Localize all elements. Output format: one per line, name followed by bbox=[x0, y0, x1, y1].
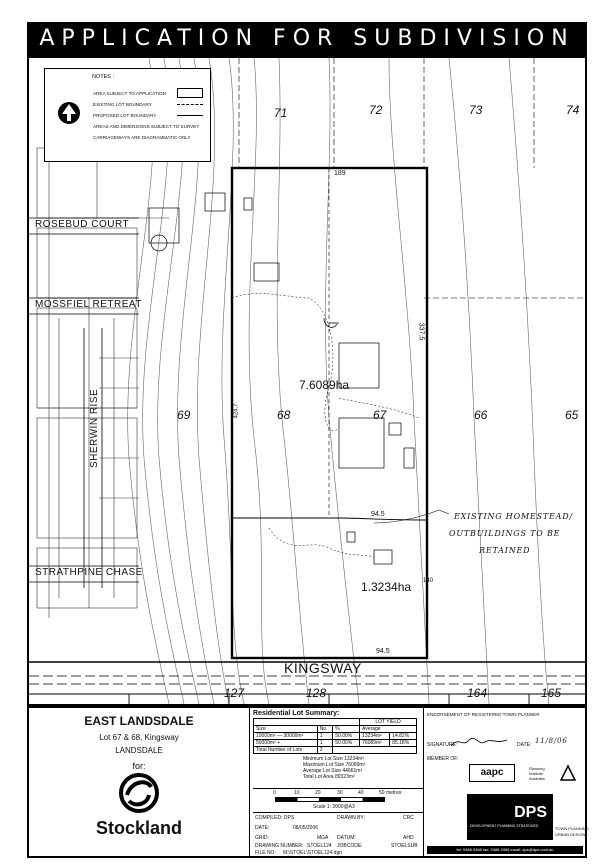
table-cell: 2 bbox=[317, 747, 333, 754]
info-datum-value: AHD bbox=[403, 835, 414, 841]
pia-logo-icon bbox=[559, 764, 577, 782]
lot-number: 164 bbox=[467, 686, 488, 700]
project-panel bbox=[29, 708, 250, 856]
endorsement-panel bbox=[427, 712, 589, 852]
info-drawn-label: DRAWN BY: bbox=[337, 815, 365, 821]
street-kingsway: KINGSWAY bbox=[284, 660, 362, 676]
legend-item: AREAS AND DIMENSIONS SUBJECT TO SURVEY bbox=[93, 124, 200, 129]
info-date-value: 08/05/2006 bbox=[293, 825, 319, 831]
lot-summary bbox=[253, 710, 423, 786]
street-sherwin: SHERWIN RISE bbox=[89, 388, 100, 468]
stockland-logo-icon bbox=[117, 773, 161, 813]
lot-summary-table bbox=[253, 718, 417, 754]
stat-line: Minimum Lot Size 13234m² bbox=[303, 756, 364, 762]
endorsement-date-label: DATE: bbox=[517, 742, 532, 748]
legend-swatch-existing bbox=[177, 104, 203, 105]
table-row bbox=[254, 733, 417, 740]
table-cell: 50000m² + bbox=[254, 740, 318, 747]
dps-tp: TOWN PLANNING bbox=[555, 826, 589, 831]
project-for: for: bbox=[132, 761, 146, 771]
lot-area-large: 7.6089ha bbox=[299, 378, 350, 392]
lot-number: 74 bbox=[566, 103, 580, 117]
endorsement-heading: ENDORSEMENT OF REGISTERED TOWN PLANNER bbox=[427, 712, 540, 717]
table-row bbox=[254, 747, 417, 754]
lot-yield-header: LOT YIELD bbox=[360, 719, 417, 726]
info-grid-label: GRID: bbox=[255, 835, 269, 841]
annotation-line: RETAINED bbox=[479, 546, 531, 555]
lot-number: 73 bbox=[469, 103, 483, 117]
table-cell: 10000m² — 30000m² bbox=[254, 733, 318, 740]
info-drawing-value: STOEL124 bbox=[307, 843, 332, 849]
table-cell: 14.82% bbox=[390, 733, 417, 740]
drawing-info bbox=[253, 812, 423, 857]
dim-mid: 94.5 bbox=[371, 511, 385, 518]
scale-tick: 50 metres bbox=[379, 790, 402, 796]
scale-graphic bbox=[275, 797, 385, 802]
dim-side: 140 bbox=[423, 578, 434, 584]
table-row bbox=[254, 740, 417, 747]
dim-right: 337.5 bbox=[417, 322, 425, 341]
map-legend bbox=[44, 68, 211, 162]
client-name: Stockland bbox=[95, 818, 183, 838]
info-jobcode-value: STOELSUB bbox=[391, 843, 418, 849]
lot-number: 67 bbox=[373, 408, 387, 422]
dps-logo-block bbox=[467, 794, 553, 840]
legend-item: AREA SUBJECT TO APPLICATION bbox=[93, 91, 166, 96]
project-name: EAST LANDSDALE bbox=[84, 714, 194, 728]
table-header: No. bbox=[317, 726, 333, 733]
table-cell: 13234m² bbox=[360, 733, 390, 740]
lot-number: 71 bbox=[274, 106, 288, 120]
legend-item: CARRIAGEWAYS ARE DIAGRAMMATIC ONLY bbox=[93, 135, 191, 140]
north-arrow-icon bbox=[55, 99, 83, 127]
street-mossfiel: MOSSFIEL RETREAT bbox=[35, 299, 142, 310]
table-header: Size bbox=[254, 726, 318, 733]
scale-tick: 0 bbox=[273, 790, 276, 796]
table-cell: 76089m² bbox=[360, 740, 390, 747]
info-compiled: COMPILED: DPS bbox=[255, 815, 295, 821]
info-file-label: FILE NO: bbox=[255, 850, 276, 856]
endorsement-date-value: 11/8/06 bbox=[535, 737, 568, 745]
stat-line: Total Lot Area 89323m² bbox=[303, 774, 355, 780]
lot-area-small: 1.3234ha bbox=[361, 580, 412, 594]
legend-heading: NOTES : bbox=[92, 74, 115, 80]
lot-summary-heading: Residential Lot Summary: bbox=[253, 710, 340, 717]
page-title: APPLICATION FOR SUBDIVISION bbox=[27, 22, 587, 56]
aapc-logo: aapc bbox=[469, 764, 515, 782]
scale-tick: 30 bbox=[337, 790, 343, 796]
stat-line: Average Lot Size 44661m² bbox=[303, 768, 363, 774]
divider bbox=[423, 708, 424, 856]
info-drawing-label: DRAWING NUMBER: bbox=[255, 843, 304, 849]
legend-swatch-area bbox=[177, 88, 203, 98]
table-cell: 1 bbox=[317, 740, 333, 747]
info-datum-label: DATUM: bbox=[337, 835, 356, 841]
table-cell: 1 bbox=[317, 733, 333, 740]
dim-bottom: 94.5 bbox=[376, 648, 390, 655]
lot-number: 65 bbox=[565, 408, 579, 422]
scale-tick: 20 bbox=[315, 790, 321, 796]
table-cell: 85.18% bbox=[390, 740, 417, 747]
scale-label: Scale 1: 2000@A3 bbox=[313, 804, 355, 810]
lot-number: 165 bbox=[541, 686, 562, 700]
project-suburb: LANDSDALE bbox=[115, 746, 163, 755]
scale-tick: 40 bbox=[358, 790, 364, 796]
lot-number: 128 bbox=[306, 686, 327, 700]
street-strathpine: STRATHPINE CHASE bbox=[35, 567, 143, 578]
info-jobcode-label: JOBCODE: bbox=[337, 843, 363, 849]
info-date-label: DATE: bbox=[255, 825, 270, 831]
title-block bbox=[27, 706, 587, 858]
info-grid-value: MGA bbox=[317, 835, 329, 841]
lot-number: 69 bbox=[177, 408, 191, 422]
member-label: MEMBER OF: bbox=[427, 756, 459, 762]
scale-bar bbox=[253, 788, 423, 813]
legend-item: EXISTING LOT BOUNDARY bbox=[93, 102, 152, 107]
pia-logo-text: Planning Institute Australia bbox=[529, 766, 545, 781]
dps-sub: DEVELOPMENT PLANNING STRATEGIES bbox=[470, 824, 539, 828]
lot-stats bbox=[253, 756, 423, 780]
lot-number: 66 bbox=[474, 408, 488, 422]
map-frame bbox=[27, 56, 587, 706]
table-cell: 50.00% bbox=[333, 733, 360, 740]
table-cell: Total Number of Lots bbox=[254, 747, 318, 754]
lot-number: 127 bbox=[224, 686, 245, 700]
lot-number: 68 bbox=[277, 408, 291, 422]
project-lots: Lot 67 & 68, Kingsway bbox=[99, 733, 179, 742]
signature-image bbox=[449, 734, 509, 750]
dim-left: 424.7 bbox=[233, 403, 240, 419]
dim-top: 189 bbox=[334, 170, 346, 177]
info-drawn-value: CRC bbox=[403, 815, 414, 821]
table-cell: 50.00% bbox=[333, 740, 360, 747]
stat-line: Maximum Lot Size 76089m² bbox=[303, 762, 366, 768]
lot-number: 72 bbox=[369, 103, 383, 117]
legend-item: PROPOSED LOT BOUNDARY bbox=[93, 113, 157, 118]
scale-tick: 10 bbox=[294, 790, 300, 796]
table-header: % bbox=[333, 726, 360, 733]
info-file-value: M:\STOEL\STOEL124.dgn bbox=[283, 850, 343, 856]
signature-label: SIGNATURE: bbox=[427, 742, 458, 748]
annotation-line: EXISTING HOMESTEAD/ bbox=[454, 512, 573, 521]
annotation-line: OUTBUILDINGS TO BE bbox=[449, 529, 561, 538]
street-rosebud: ROSEBUD COURT bbox=[35, 219, 130, 230]
legend-swatch-proposed bbox=[177, 115, 203, 116]
dps-contact: tel: 9388 9388 fax: 9388 9398 email: dps@dps.com.au bbox=[427, 846, 583, 854]
dps-ud: URBAN DESIGN bbox=[555, 832, 586, 837]
table-header: Average bbox=[360, 726, 417, 733]
dps-logo: DPS bbox=[514, 804, 547, 821]
